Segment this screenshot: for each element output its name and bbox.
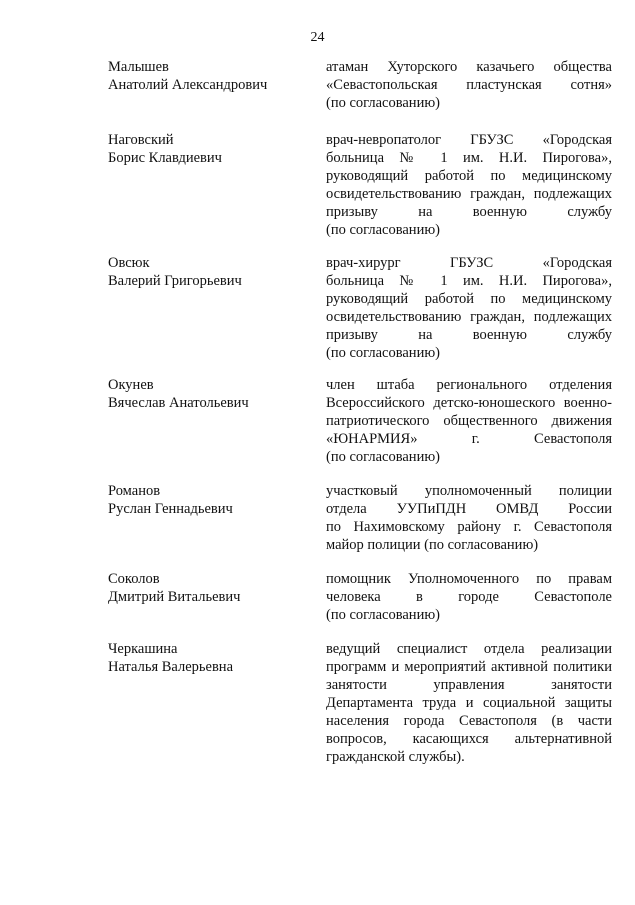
member-given-names: Наталья Валерьевна	[108, 659, 233, 675]
position-line: (по согласованию)	[326, 345, 440, 361]
member-name	[108, 376, 298, 412]
position-line: руководящий работой по медицинскому	[326, 168, 612, 184]
position-line: помощник Уполномоченного по правам	[326, 571, 612, 587]
member-surname: Окунев	[108, 377, 154, 393]
position-line: врач-хирург ГБУЗС «Городская	[326, 255, 612, 271]
position-line: Всероссийского детско-юношеского военно-	[326, 395, 612, 411]
position-line: освидетельствованию граждан, подлежащих	[326, 186, 612, 202]
position-line: майор полиции (по согласованию)	[326, 537, 539, 553]
position-line: гражданской службы).	[326, 749, 465, 765]
position-line: больница № 1 им. Н.И. Пирогова»,	[326, 273, 612, 289]
position-line: ведущий специалист отдела реализации	[326, 641, 612, 657]
position-line: участковый уполномоченный полиции	[326, 483, 612, 499]
member-given-names: Борис Клавдиевич	[108, 150, 222, 166]
position-line: занятости управления занятости	[326, 677, 612, 693]
member-position	[326, 58, 612, 112]
position-line: (по согласованию)	[326, 222, 440, 238]
member-given-names: Руслан Геннадьевич	[108, 501, 233, 517]
position-line: врач-невропатолог ГБУЗС «Городская	[326, 132, 612, 148]
position-line: программ и мероприятий активной политики	[326, 659, 612, 675]
member-given-names: Анатолий Александрович	[108, 77, 268, 93]
position-line: Департамента труда и социальной защиты	[326, 695, 612, 711]
member-name	[108, 640, 298, 676]
position-line: вопросов, касающихся альтернативной	[326, 731, 612, 747]
member-name	[108, 131, 298, 167]
member-name	[108, 254, 298, 290]
position-line: по Нахимовскому району г. Севастополя	[326, 519, 612, 535]
position-line: атаман Хуторского казачьего общества	[326, 59, 612, 75]
position-line: «Севастопольская пластунская сотня»	[326, 77, 612, 93]
position-line: отдела УУПиПДН ОМВД России	[326, 501, 612, 517]
position-line: освидетельствованию граждан, подлежащих	[326, 309, 612, 325]
position-line: «ЮНАРМИЯ» г. Севастополя	[326, 431, 612, 447]
position-line: (по согласованию)	[326, 95, 440, 111]
member-given-names: Валерий Григорьевич	[108, 273, 242, 289]
position-line: призыву на военную службу	[326, 204, 612, 220]
member-position	[326, 640, 612, 766]
position-line: населения города Севастополя (в части	[326, 713, 612, 729]
position-line: (по согласованию)	[326, 449, 440, 465]
member-position	[326, 570, 612, 624]
member-position	[326, 482, 612, 554]
position-line: человека в городе Севастополе	[326, 589, 612, 605]
member-name	[108, 482, 298, 518]
member-name	[108, 570, 298, 606]
member-given-names: Вячеслав Анатольевич	[108, 395, 249, 411]
position-line: призыву на военную службу	[326, 327, 612, 343]
member-surname: Малышев	[108, 59, 169, 75]
member-surname: Романов	[108, 483, 161, 499]
member-surname: Соколов	[108, 571, 160, 587]
member-position	[326, 254, 612, 362]
position-line: патриотического общественного движения	[326, 413, 612, 429]
member-position	[326, 376, 612, 466]
position-line: больница № 1 им. Н.И. Пирогова»,	[326, 150, 612, 166]
page-number: 24	[310, 30, 325, 45]
member-name	[108, 58, 298, 94]
position-line: член штаба регионального отделения	[326, 377, 612, 393]
position-line: (по согласованию)	[326, 607, 440, 623]
member-surname: Овсюк	[108, 255, 150, 271]
member-position	[326, 131, 612, 239]
position-line: руководящий работой по медицинскому	[326, 291, 612, 307]
member-given-names: Дмитрий Витальевич	[108, 589, 241, 605]
member-surname: Наговский	[108, 132, 174, 148]
member-surname: Черкашина	[108, 641, 178, 657]
